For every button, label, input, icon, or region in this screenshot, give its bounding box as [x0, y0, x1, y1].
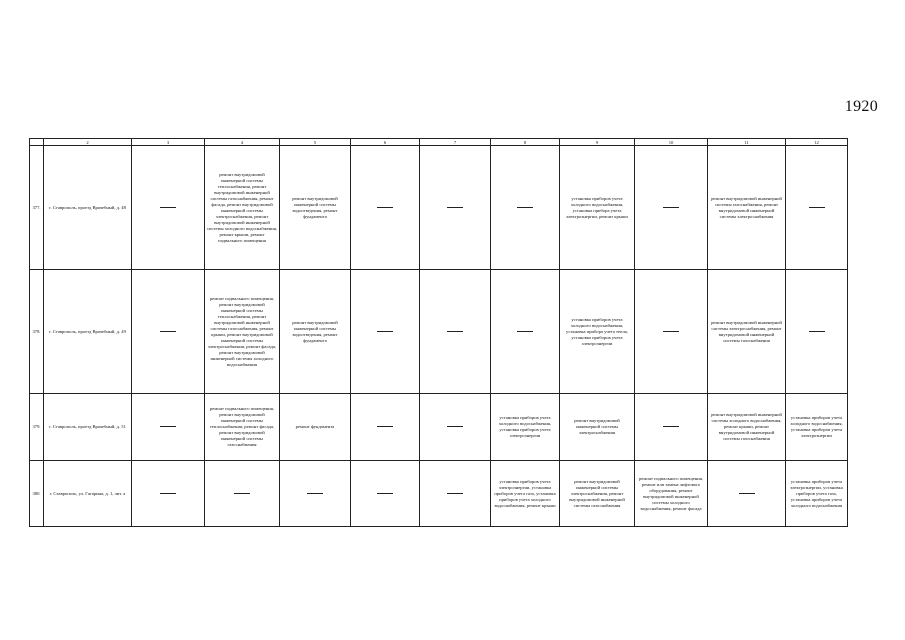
- empty-cell-dash: [635, 146, 708, 270]
- row-number: 378.: [30, 270, 44, 394]
- empty-cell-dash: [280, 461, 351, 527]
- works-cell: установка приборов учета электроэнергии, установка приборов учета газа, установка приборов учета холодного водоснабжения, ремонт крыши: [491, 461, 560, 527]
- row-address: г. Ставрополь, проезд Врачебный, д. 48: [44, 146, 132, 270]
- register-table: [29, 138, 848, 527]
- empty-cell-dash: [708, 461, 786, 527]
- works-cell: ремонт подвального помещения, ремонт внутридомовой инженерной системы теплоснабжения, ремонт фасада, ремонт внутридомовой инженерной системы газоснабжения: [205, 394, 280, 461]
- row-number: 379.: [30, 394, 44, 461]
- works-cell: ремонт внутридомовой инженерной системы электроснабжения, ремонт внутридомовой инженерной системы газоснабжения: [708, 270, 786, 394]
- works-cell: установка приборов учета холодного водоснабжения, установка прибора учета тепла, установка приборов учета электроэнергии: [560, 270, 635, 394]
- empty-cell-dash: [491, 146, 560, 270]
- works-cell: установка приборов учета холодного водоснабжения, установка приборов учета электроэнергии: [491, 394, 560, 461]
- works-cell: установка приборов учета холодного водоснабжения, установка прибора учета электроэнергии, ремонт крыши: [560, 146, 635, 270]
- header-row: [30, 139, 848, 146]
- works-cell: ремонт внутридомовой инженерной системы теплоснабжения, ремонт внутридомовой инженерной системы газоснабжения, ремонт фасада, ремонт внутридомовой инженерной системы электроснабжения, ремонт внутридомовой инженерной системы холодного водоснабжения, ремонт крыши, ремонт подвального помещения: [205, 146, 280, 270]
- works-cell: ремонт внутридомовой инженерной системы газоснабжения, ремонт внутридомовой инженерной системы электроснабжения: [708, 146, 786, 270]
- works-cell: установка приборов учета электроэнергии, установка приборов учета газа, установка приборов учета холодного водоснабжения: [786, 461, 848, 527]
- col-header-1: [30, 139, 44, 146]
- empty-cell-dash: [132, 461, 205, 527]
- table-row: [30, 394, 848, 461]
- col-header-4: 4: [205, 139, 280, 146]
- row-address: г. Ставрополь, ул. Гагарина, д. 1, лит. а: [44, 461, 132, 527]
- table-row: [30, 146, 848, 270]
- empty-cell-dash: [132, 394, 205, 461]
- empty-cell-dash: [351, 461, 420, 527]
- empty-cell-dash: [351, 146, 420, 270]
- empty-cell-dash: [132, 146, 205, 270]
- empty-cell-dash: [132, 270, 205, 394]
- col-header-12: 12: [786, 139, 848, 146]
- empty-cell-dash: [351, 394, 420, 461]
- empty-cell-dash: [205, 461, 280, 527]
- empty-cell-dash: [351, 270, 420, 394]
- col-header-10: 10: [635, 139, 708, 146]
- empty-cell-dash: [635, 394, 708, 461]
- col-header-2: 2: [44, 139, 132, 146]
- row-number: 380.: [30, 461, 44, 527]
- works-cell: ремонт внутридомовой инженерной системы водоотведения, ремонт фундамента: [280, 270, 351, 394]
- works-cell: ремонт внутридомовой инженерной системы электроснабжения: [560, 394, 635, 461]
- works-cell: ремонт подвального помещения, ремонт или замена лифтового оборудования, ремонт внутридомовой инженерной системы холодного водоснабжения, ремонт фасада: [635, 461, 708, 527]
- works-cell: ремонт фундамента: [280, 394, 351, 461]
- row-address: г. Ставрополь, проезд Врачебный, д. 49: [44, 270, 132, 394]
- works-cell: ремонт внутридомовой инженерной системы электроснабжения, ремонт внутридомовой инженерной системы газоснабжения: [560, 461, 635, 527]
- works-cell: ремонт подвального помещения, ремонт внутридомовой инженерной системы теплоснабжения, ремонт внутридомовой инженерной системы газоснабжения, ремонт крыши, ремонт внутридомовой инженерной системы электроснабжения, ремонт фасада, ремонт внутридомовой инженерной системы холодного водоснабжения: [205, 270, 280, 394]
- table-row: [30, 270, 848, 394]
- works-cell: ремонт внутридомовой инженерной системы водоотведения, ремонт фундамента: [280, 146, 351, 270]
- empty-cell-dash: [420, 394, 491, 461]
- empty-cell-dash: [420, 461, 491, 527]
- empty-cell-dash: [786, 270, 848, 394]
- works-cell: ремонт внутридомовой инженерной системы холодного водоснабжения, ремонт крыши, ремонт внутридомовой инженерной системы газоснабжения: [708, 394, 786, 461]
- col-header-5: 5: [280, 139, 351, 146]
- empty-cell-dash: [635, 270, 708, 394]
- page-number: 1920: [844, 98, 878, 115]
- col-header-11: 11: [708, 139, 786, 146]
- table-row: [30, 461, 848, 527]
- empty-cell-dash: [786, 146, 848, 270]
- col-header-7: 7: [420, 139, 491, 146]
- works-cell: установка приборов учета холодного водоснабжения, установка приборов учета электроэнергии: [786, 394, 848, 461]
- empty-cell-dash: [491, 270, 560, 394]
- empty-cell-dash: [420, 270, 491, 394]
- col-header-8: 8: [491, 139, 560, 146]
- col-header-6: 6: [351, 139, 420, 146]
- col-header-3: 3: [132, 139, 205, 146]
- row-number: 377.: [30, 146, 44, 270]
- empty-cell-dash: [420, 146, 491, 270]
- row-address: г. Ставрополь, проезд Врачебный, д. 51: [44, 394, 132, 461]
- col-header-9: 9: [560, 139, 635, 146]
